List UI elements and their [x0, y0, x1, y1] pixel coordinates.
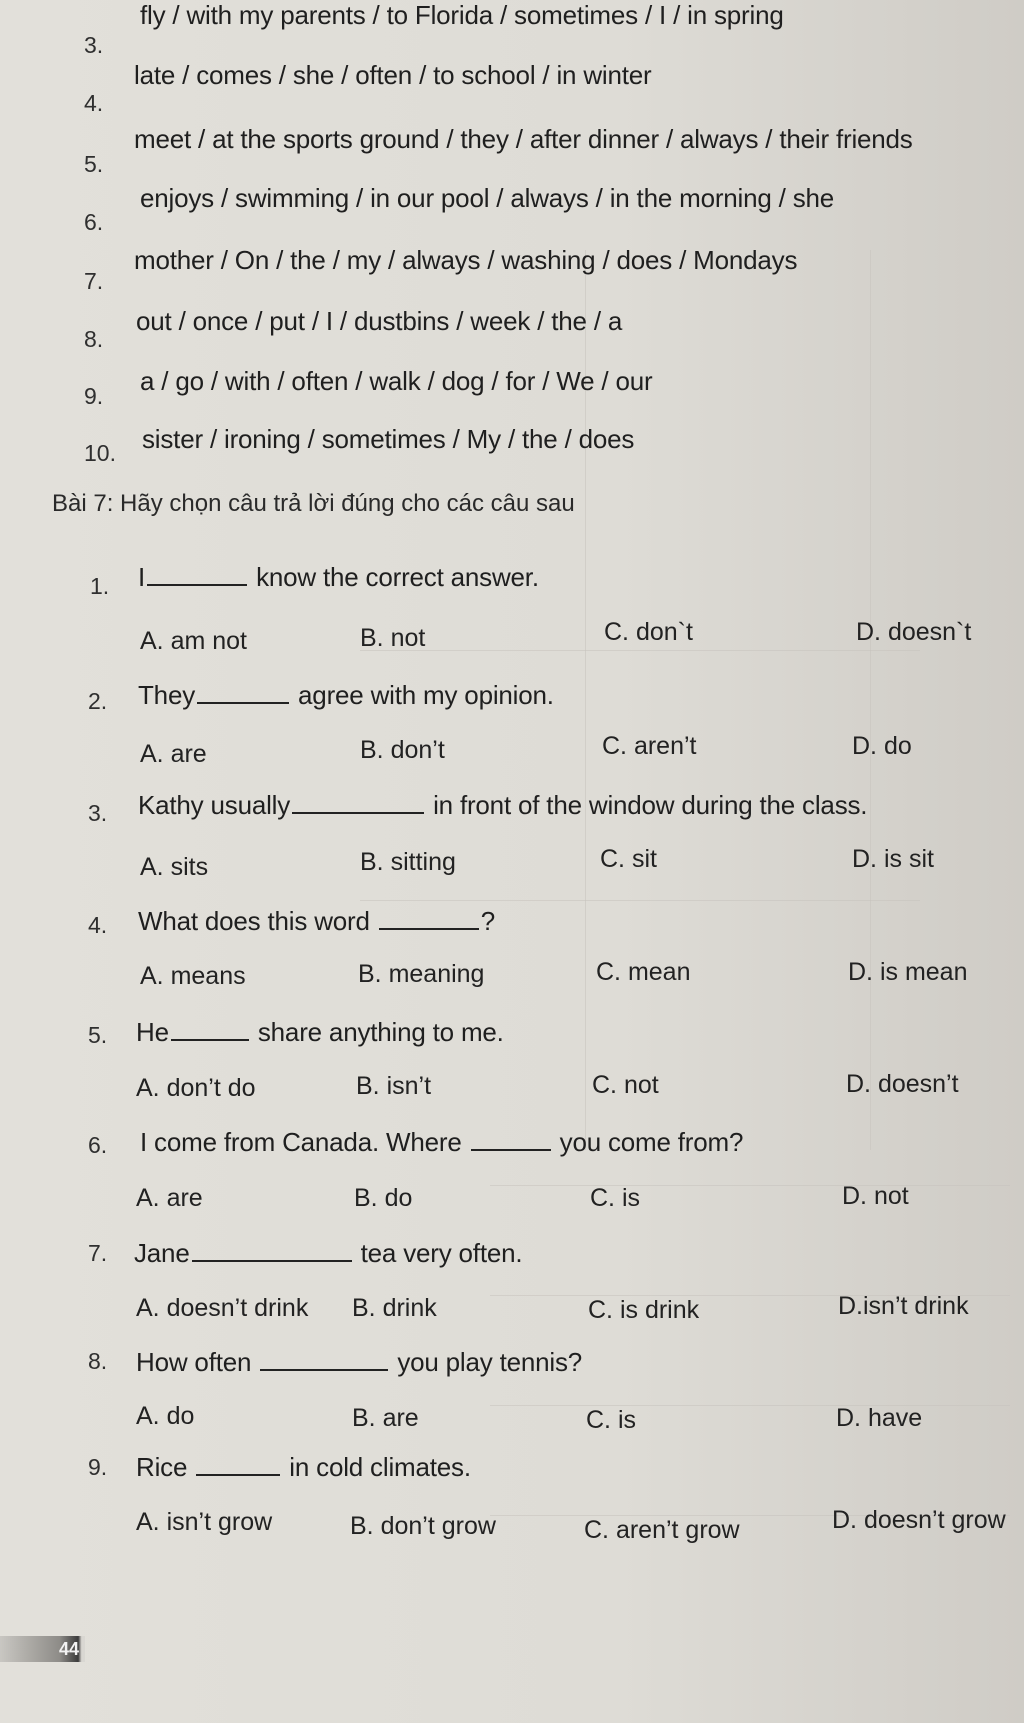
option-d[interactable]: D. do — [852, 732, 912, 760]
item-number: 5. — [84, 151, 104, 177]
option-c[interactable]: C. aren’t grow — [584, 1516, 740, 1544]
scrambled-sentence: out / once / put / I / dustbins / week / the / a — [136, 306, 623, 336]
scrambled-sentence: enjoys / swimming / in our pool / always / in the morning / she — [140, 183, 835, 213]
question-stem — [138, 790, 867, 821]
show-through-line — [490, 1405, 1010, 1406]
answer-blank[interactable] — [192, 1240, 352, 1262]
option-d[interactable]: D.isn’t drink — [838, 1292, 969, 1320]
stem-after: ? — [480, 906, 496, 936]
item-number: 6. — [84, 209, 104, 235]
scrambled-sentence: mother / On / the / my / always / washing / does / Mondays — [134, 245, 798, 275]
option-c[interactable]: C. is — [590, 1184, 640, 1212]
option-b[interactable]: B. don’t — [360, 736, 445, 764]
option-d[interactable]: D. doesn’t grow — [832, 1506, 1006, 1534]
option-d[interactable]: D. is mean — [848, 958, 968, 986]
item-number: 10. — [84, 440, 116, 466]
item-number: 4. — [84, 90, 104, 116]
option-b[interactable]: B. sitting — [360, 848, 456, 876]
question-stem — [136, 1452, 471, 1483]
option-d[interactable]: D. not — [842, 1182, 909, 1210]
show-through-line — [870, 250, 871, 1150]
question-number: 9. — [88, 1454, 108, 1480]
stem-after: know the correct answer. — [256, 562, 539, 592]
option-a[interactable]: A. isn’t grow — [136, 1508, 273, 1536]
option-b[interactable]: B. not — [360, 624, 426, 652]
option-b[interactable]: B. do — [354, 1184, 413, 1212]
question-number: 7. — [88, 1240, 108, 1266]
stem-before: Rice — [136, 1452, 188, 1482]
page-number: 44 — [0, 1636, 85, 1662]
question-stem — [138, 680, 554, 711]
question-number: 6. — [88, 1132, 108, 1158]
item-number: 3. — [84, 32, 104, 58]
show-through-line — [360, 900, 920, 901]
option-a[interactable]: A. are — [140, 740, 207, 768]
stem-before: How often — [136, 1347, 252, 1377]
option-a[interactable]: A. means — [140, 962, 246, 990]
stem-after: in cold climates. — [289, 1452, 471, 1482]
question-number: 8. — [88, 1348, 108, 1374]
stem-before: I come from Canada. Where — [140, 1127, 462, 1157]
answer-blank[interactable] — [171, 1019, 249, 1041]
exercise-7-heading: Bài 7: Hãy chọn câu trả lời đúng cho các câu sau — [52, 490, 575, 517]
question-stem — [138, 906, 495, 937]
option-a[interactable]: A. do — [136, 1402, 195, 1430]
question-number: 4. — [88, 912, 108, 938]
option-b[interactable]: B. are — [352, 1404, 419, 1432]
question-number: 3. — [88, 800, 108, 826]
answer-blank[interactable] — [147, 564, 247, 586]
answer-blank[interactable] — [196, 1454, 280, 1476]
option-c[interactable]: C. don`t — [604, 618, 693, 646]
item-number: 7. — [84, 268, 104, 294]
option-c[interactable]: C. aren’t — [602, 732, 697, 760]
option-b[interactable]: B. don’t grow — [350, 1512, 496, 1540]
scrambled-sentence: meet / at the sports ground / they / after dinner / always / their friends — [134, 124, 913, 154]
question-number: 5. — [88, 1022, 108, 1048]
stem-before: They — [138, 680, 196, 710]
stem-before: He — [136, 1017, 169, 1047]
answer-blank[interactable] — [471, 1129, 551, 1151]
stem-after: share anything to me. — [257, 1017, 504, 1047]
question-stem — [136, 1017, 504, 1048]
option-a[interactable]: A. doesn’t drink — [136, 1294, 309, 1322]
stem-after: in front of the window during the class. — [433, 790, 868, 820]
option-c[interactable]: C. not — [592, 1071, 659, 1099]
stem-before: Kathy usually — [138, 790, 291, 820]
stem-before: What does this word — [138, 906, 370, 936]
stem-after: agree with my opinion. — [298, 680, 554, 710]
question-stem — [136, 1347, 582, 1378]
option-a[interactable]: A. am not — [140, 627, 247, 655]
option-c[interactable]: C. mean — [596, 958, 691, 986]
question-stem — [140, 1127, 743, 1158]
scrambled-sentence: late / comes / she / often / to school / in winter — [134, 60, 652, 90]
scrambled-sentence: a / go / with / often / walk / dog / for / We / our — [140, 366, 653, 396]
option-c[interactable]: C. is — [586, 1406, 636, 1434]
stem-before: I — [138, 562, 146, 592]
option-a[interactable]: A. don’t do — [136, 1074, 256, 1102]
option-d[interactable]: D. doesn`t — [856, 618, 972, 646]
stem-after: you play tennis? — [397, 1347, 583, 1377]
scrambled-sentence: sister / ironing / sometimes / My / the / does — [142, 424, 635, 454]
option-b[interactable]: B. isn’t — [356, 1072, 432, 1100]
scrambled-sentence: fly / with my parents / to Florida / sometimes / I / in spring — [140, 0, 784, 30]
item-number: 8. — [84, 326, 104, 352]
option-d[interactable]: D. is sit — [852, 845, 934, 873]
option-a[interactable]: A. sits — [140, 853, 209, 881]
option-d[interactable]: D. have — [836, 1404, 923, 1432]
show-through-line — [360, 650, 920, 651]
option-d[interactable]: D. doesn’t — [846, 1070, 959, 1098]
stem-after: tea very often. — [360, 1238, 523, 1268]
option-c[interactable]: C. is drink — [588, 1296, 700, 1324]
option-b[interactable]: B. meaning — [358, 960, 485, 988]
question-number: 1. — [90, 573, 110, 599]
item-number: 9. — [84, 383, 104, 409]
answer-blank[interactable] — [292, 792, 424, 814]
question-stem — [134, 1238, 522, 1269]
option-a[interactable]: A. are — [136, 1184, 203, 1212]
answer-blank[interactable] — [379, 908, 479, 930]
answer-blank[interactable] — [197, 682, 289, 704]
option-c[interactable]: C. sit — [600, 845, 657, 873]
stem-after: you come from? — [559, 1127, 744, 1157]
answer-blank[interactable] — [260, 1349, 388, 1371]
question-number: 2. — [88, 688, 108, 714]
question-stem — [138, 562, 539, 593]
stem-before: Jane — [134, 1238, 190, 1268]
option-b[interactable]: B. drink — [352, 1294, 437, 1322]
show-through-line — [490, 1185, 1010, 1186]
